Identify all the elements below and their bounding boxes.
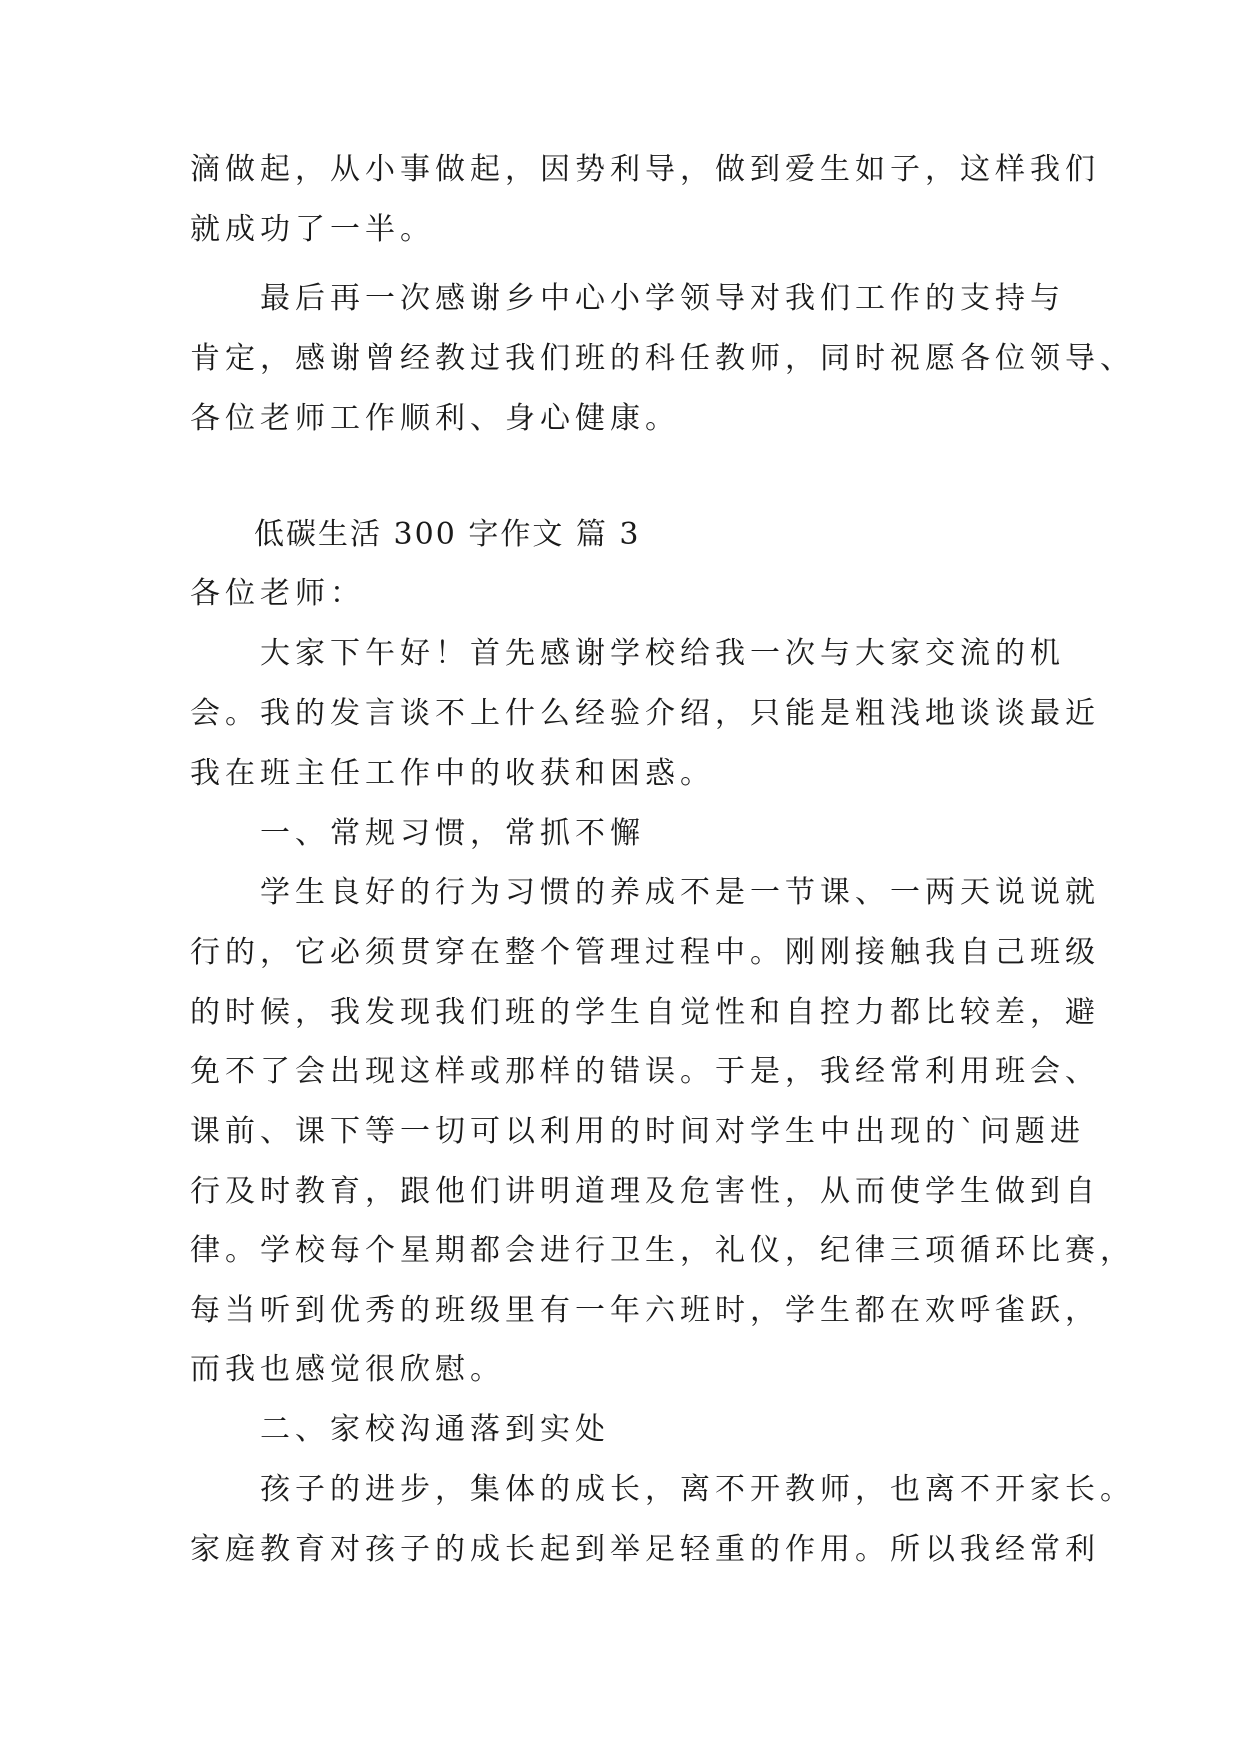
text-line: 每当听到优秀的班级里有一年六班时，学生都在欢呼雀跃，	[190, 1293, 1100, 1328]
text-line: 就成功了一半。	[190, 212, 435, 247]
section-heading: 低碳生活 300 字作文 篇 3	[190, 517, 641, 552]
text-line: 行及时教育，跟他们讲明道理及危害性，从而使学生做到自	[190, 1174, 1100, 1209]
text-line: 肯定，感谢曾经教过我们班的科任教师，同时祝愿各位领导、	[190, 341, 1135, 376]
text-line: 我在班主任工作中的收获和困惑。	[190, 756, 715, 791]
text-line: 而我也感觉很欣慰。	[190, 1352, 505, 1387]
text-line: 课前、课下等一切可以利用的时间对学生中出现的`问题进	[190, 1114, 1085, 1149]
text-line: 学生良好的行为习惯的养成不是一节课、一两天说说就	[190, 875, 1100, 910]
text-line: 免不了会出现这样或那样的错误。于是，我经常利用班会、	[190, 1054, 1100, 1089]
text-line: 各位老师工作顺利、身心健康。	[190, 401, 680, 436]
text-line: 家庭教育对孩子的成长起到举足轻重的作用。所以我经常利	[190, 1532, 1100, 1567]
subheading: 二、家校沟通落到实处	[190, 1412, 610, 1447]
text-line: 大家下午好！首先感谢学校给我一次与大家交流的机	[190, 636, 1065, 671]
text-line: 滴做起，从小事做起，因势利导，做到爱生如子，这样我们	[190, 152, 1100, 187]
subheading: 一、常规习惯，常抓不懈	[190, 816, 645, 851]
text-line: 行的，它必须贯穿在整个管理过程中。刚刚接触我自己班级	[190, 935, 1100, 970]
text-line: 律。学校每个星期都会进行卫生，礼仪，纪律三项循环比赛，	[190, 1233, 1135, 1268]
text-line: 最后再一次感谢乡中心小学领导对我们工作的支持与	[190, 281, 1065, 316]
text-line: 会。我的发言谈不上什么经验介绍，只能是粗浅地谈谈最近	[190, 696, 1100, 731]
text-line: 的时候，我发现我们班的学生自觉性和自控力都比较差，避	[190, 995, 1100, 1030]
text-line: 孩子的进步，集体的成长，离不开教师，也离不开家长。	[190, 1472, 1135, 1507]
salutation: 各位老师：	[190, 576, 365, 611]
